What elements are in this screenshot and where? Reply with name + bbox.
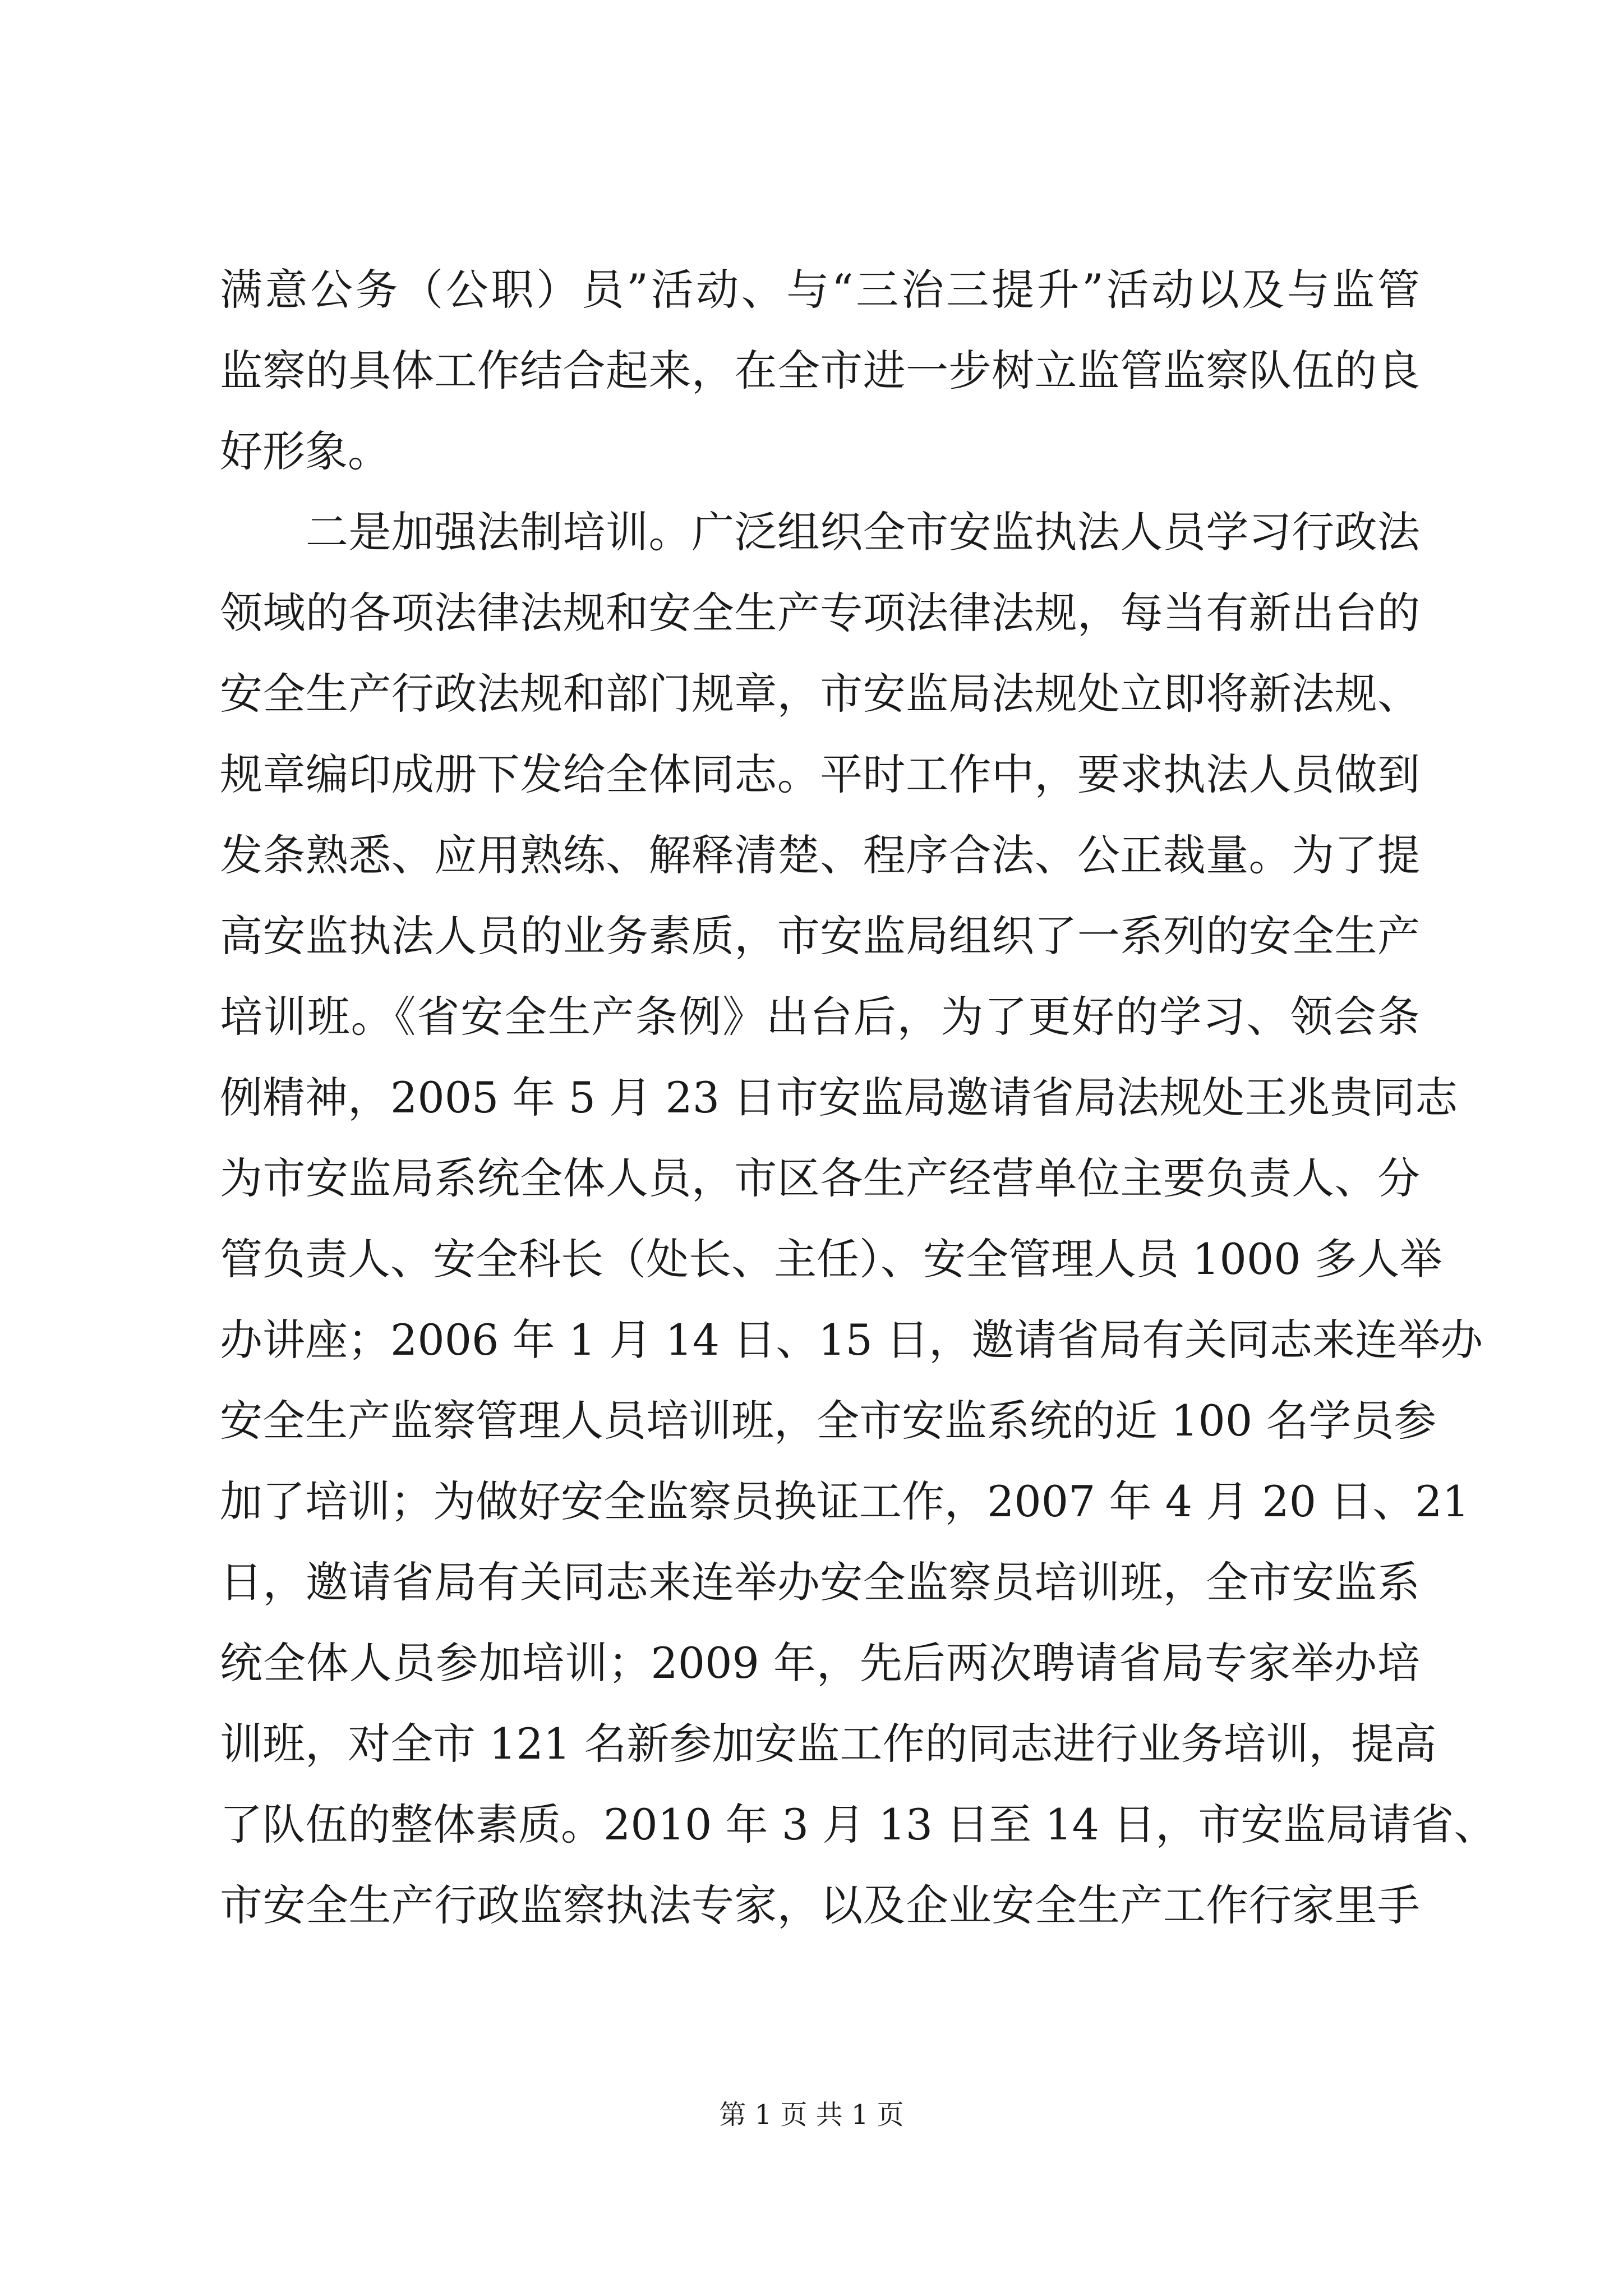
page-footer: 第 1 页 共 1 页 bbox=[719, 2099, 904, 2131]
text-line: 安全生产监察管理人员培训班，全市安监系统的近 100 名学员参 bbox=[220, 1396, 1437, 1446]
text-line: 日，邀请省局有关同志来连举办安全监察员培训班，全市安监系 bbox=[220, 1557, 1420, 1607]
body-text bbox=[220, 250, 1497, 1946]
text-line: 市安全生产行政监察执法专家，以及企业安全生产工作行家里手 bbox=[220, 1880, 1420, 1930]
text-line: 规章编印成册下发给全体同志。平时工作中，要求执法人员做到 bbox=[220, 749, 1420, 799]
text-line: 训班，对全市 121 名新参加安监工作的同志进行业务培训，提高 bbox=[220, 1719, 1437, 1769]
text-line: 为市安监局系统全体人员，市区各生产经营单位主要负责人、分 bbox=[220, 1153, 1420, 1203]
text-line: 培训班。《省安全生产条例》出台后，为了更好的学习、领会条 bbox=[220, 992, 1420, 1042]
text-line: 二是加强法制培训。广泛组织全市安监执法人员学习行政法 bbox=[220, 507, 1420, 557]
text-line: 办讲座；2006 年 1 月 14 日、15 日，邀请省局有关同志来连举办 bbox=[220, 1315, 1483, 1365]
text-line: 统全体人员参加培训；2009 年，先后两次聘请省局专家举办培 bbox=[220, 1638, 1420, 1688]
text-line: 例精神，2005 年 5 月 23 日市安监局邀请省局法规处王兆贵同志 bbox=[220, 1073, 1458, 1122]
text-line: 好形象。 bbox=[220, 426, 390, 476]
text-line: 发条熟悉、应用熟练、解释清楚、程序合法、公正裁量。为了提 bbox=[220, 830, 1420, 880]
text-line: 高安监执法人员的业务素质，市安监局组织了一系列的安全生产 bbox=[220, 911, 1420, 961]
text-line: 满意公务（公职）员”活动、与“三治三提升”活动以及与监管 bbox=[220, 265, 1420, 315]
text-line: 领域的各项法律法规和安全生产专项法律法规，每当有新出台的 bbox=[220, 588, 1420, 638]
text-line: 了队伍的整体素质。2010 年 3 月 13 日至 14 日，市安监局请省、 bbox=[220, 1800, 1497, 1849]
text-line: 监察的具体工作结合起来，在全市进一步树立监管监察队伍的良 bbox=[220, 346, 1420, 395]
text-line: 加了培训；为做好安全监察员换证工作，2007 年 4 月 20 日、21 bbox=[220, 1476, 1469, 1526]
text-line: 安全生产行政法规和部门规章，市安监局法规处立即将新法规、 bbox=[220, 669, 1420, 719]
text-line: 管负责人、安全科长（处长、主任）、安全管理人员 1000 多人举 bbox=[220, 1234, 1442, 1284]
